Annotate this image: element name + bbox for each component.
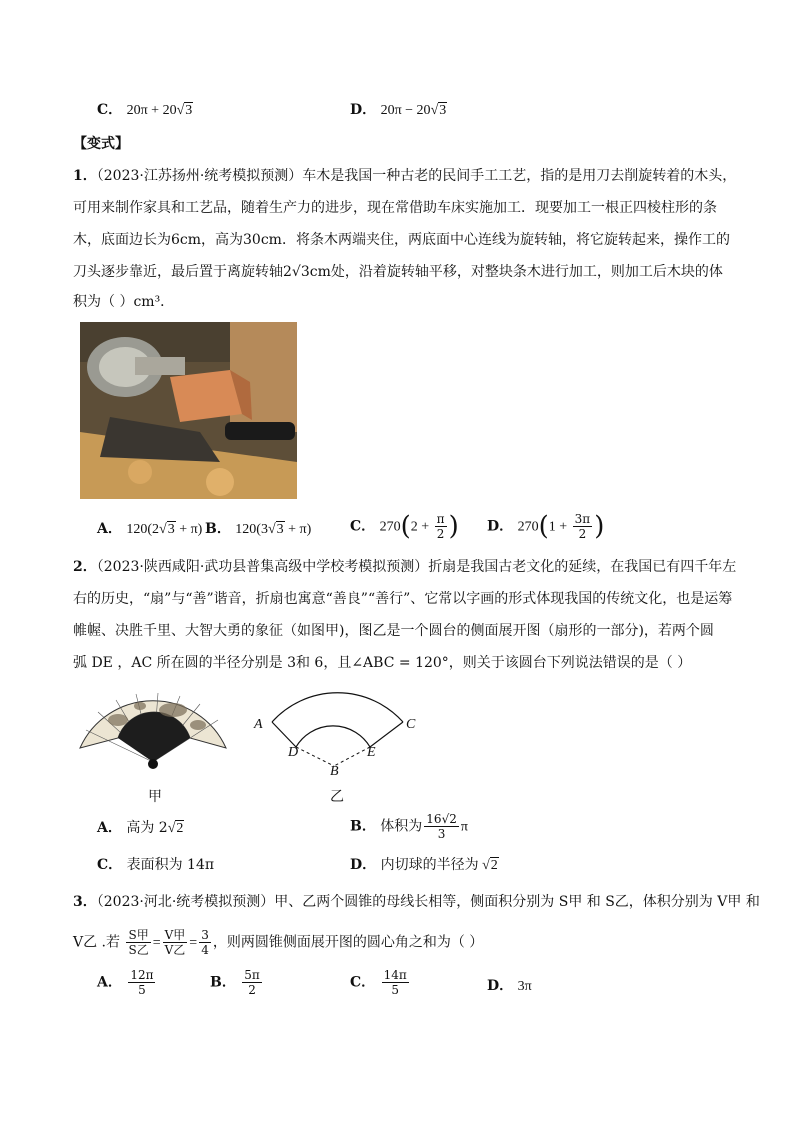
folding-fan-image: [78, 690, 228, 772]
caption-yi: 乙: [330, 789, 344, 805]
point-E-label: E: [367, 745, 376, 760]
fraction: $\frac{3}{4}$: [201, 928, 209, 957]
q2-line-4: 弧 DE ，AC 所在圆的半径分别是 3和 6，且∠ABC = 120°，则关于该圆台下列说法错误的是（ ）: [73, 655, 692, 671]
section-label: 【变式】: [73, 136, 129, 152]
q2-option-a: A． 高为 2√2: [97, 820, 184, 836]
q3-option-b: B． $\frac{5\pi}{2}$: [210, 968, 260, 997]
q3-option-a: A． $\frac{12\pi}{5}$: [97, 968, 154, 997]
q1-option-b: B． 120(3√3 + π): [205, 521, 312, 537]
q1-line-5: 积为（ ）cm³．: [73, 294, 175, 310]
q3-option-c: C． $\frac{14\pi}{5}$: [350, 968, 407, 997]
fraction: $\frac{5\pi}{2}$: [244, 968, 260, 997]
point-D-label: D: [288, 745, 299, 760]
caption-jia: 甲: [148, 789, 162, 805]
q1-line-4: 刀头逐步靠近，最后置于离旋转轴2√3cm处，沿着旋转轴平移，对整块条木进行加工，则加工后木块的体: [73, 264, 723, 280]
fraction: $\frac{12\pi}{5}$: [130, 968, 154, 997]
q3-line-1: 3．（2023·河北·统考模拟预测）甲、乙两个圆锥的母线长相等，侧面积分别为 S甲 和 S乙，体积分别为 V甲 和: [73, 894, 760, 910]
q2-option-b: B． 体积为 $\frac{16√2}{3}$ π: [350, 812, 468, 841]
fraction: $\frac{\text{S甲}}{\text{S乙}}$: [128, 928, 149, 957]
q1-option-d: D． 270(1 + $\frac{3\pi}{2}$ ): [487, 511, 605, 542]
point-A-label: A: [254, 717, 263, 732]
option-c-top: C． 20π + 20√3: [97, 102, 193, 118]
point-B-label: B: [330, 764, 339, 779]
q1-line-1: 1．（2023·江苏扬州·统考模拟预测）车木是我国一种古老的民间手工工艺，指的是用刀去削旋转着的木头，: [73, 168, 737, 184]
q2-line-3: 帷幄、决胜千里、大智大勇的象征（如图甲)，图乙是一个圆台的侧面展开图（扇形的一部分)，若两个圆: [73, 623, 714, 639]
q2-line-2: 右的历史，“扇”与“善”谐音，折扇也寓意“善良”“善行”、它常以字画的形式体现我国的传统文化，也是运筹: [73, 591, 733, 607]
fraction: $\frac{3\pi}{2}$: [574, 512, 591, 541]
q1-option-c: C． 270(2 + $\frac{\pi}{2}$ ): [350, 511, 459, 542]
q3-option-d: D． 3π: [487, 978, 532, 994]
q1-line-3: 木，底面边长为6cm，高为30cm．将条木两端夹住，两底面中心连线为旋转轴，将它旋转起来，操作工的: [73, 232, 730, 248]
q2-option-d: D． 内切球的半径为 √2: [350, 857, 498, 873]
q2-line-1: 2．（2023·陕西咸阳·武功县普集高级中学校考模拟预测）折扇是我国古老文化的延续，在我国已有四千年左: [73, 559, 737, 575]
q2-option-c: C． 表面积为 14π: [97, 857, 215, 873]
fraction: $\frac{\pi}{2}$: [436, 512, 445, 541]
point-C-label: C: [406, 717, 416, 732]
q1-line-2: 可用来制作家具和工艺品，随着生产力的进步，现在常借助车床实施加工．现要加工一根正四棱柱形的条: [73, 200, 717, 216]
q1-option-a: A． 120(2√3 + π): [97, 521, 203, 537]
option-d-top: D． 20π − 20√3: [350, 102, 447, 118]
lathe-photo: [80, 322, 297, 499]
fraction: $\frac{16√2}{3}$: [426, 812, 457, 841]
q3-line-2: V乙 .若 $\frac{\text{S甲}}{\text{S乙}}$ = $\frac{\text{V甲}}{\text{V乙}}$ = $\frac{3}{4}$ ，则两圆锥侧面展开图的圆心角之和为（ ）: [73, 928, 484, 957]
lathe-illustration: [80, 322, 297, 499]
fraction: $\frac{\text{V甲}}{\text{V乙}}$: [164, 928, 186, 957]
fraction: $\frac{14\pi}{5}$: [383, 968, 407, 997]
